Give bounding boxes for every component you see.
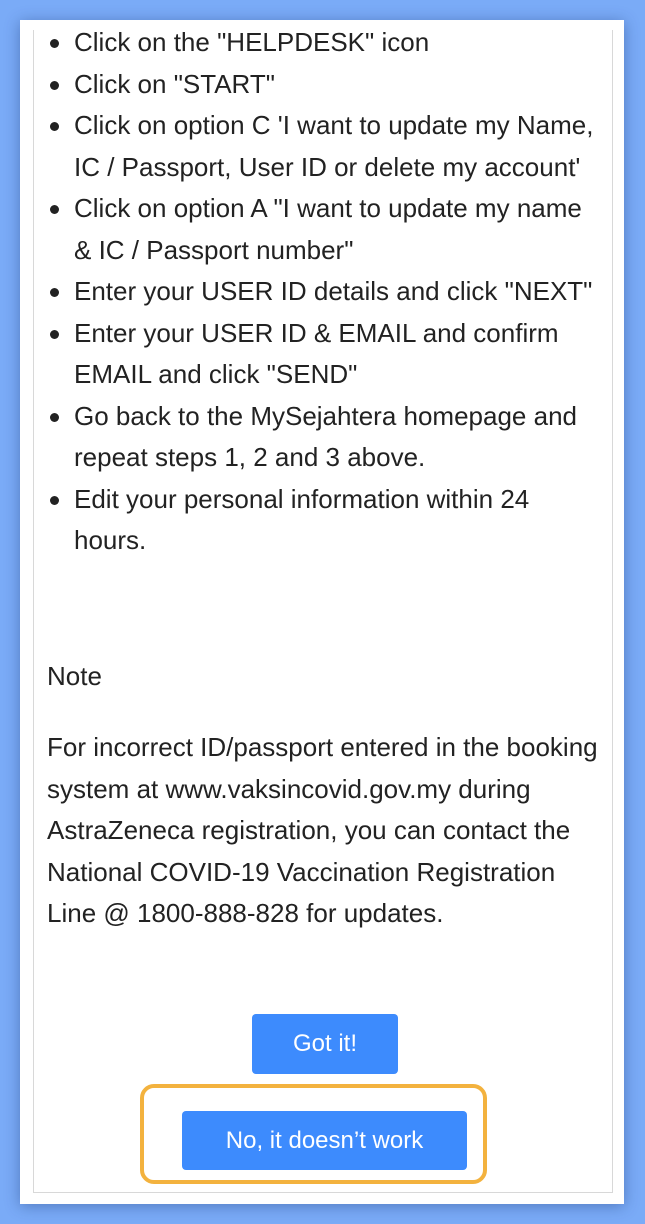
- note-heading: Note: [47, 661, 102, 691]
- help-content: [33, 30, 613, 1193]
- steps-list: [74, 30, 604, 562]
- step-item: Enter your USER ID details and click "NEXT": [74, 271, 604, 313]
- doesnt-work-button[interactable]: No, it doesn’t work: [182, 1111, 467, 1170]
- got-it-button[interactable]: Got it!: [252, 1014, 398, 1074]
- step-item: Go back to the MySejahtera homepage and repeat steps 1, 2 and 3 above.: [74, 396, 604, 479]
- step-item: Edit your personal information within 24 hours.: [74, 479, 604, 562]
- note-text: For incorrect ID/passport entered in the booking system at www.vaksincovid.gov.my during AstraZeneca registration, you can contact the National COVID-19 Vaccination Registration Line @ 1800-888-828 for updates.: [47, 732, 598, 928]
- step-item: Click on option A "I want to update my name & IC / Passport number": [74, 188, 604, 271]
- step-item: Click on "START": [74, 64, 604, 106]
- step-item: Enter your USER ID & EMAIL and confirm EMAIL and click "SEND": [74, 313, 604, 396]
- step-item: Click on option C 'I want to update my Name, IC / Passport, User ID or delete my account': [74, 105, 604, 188]
- help-panel: [20, 20, 624, 1204]
- step-item: Click on the "HELPDESK" icon: [74, 30, 604, 64]
